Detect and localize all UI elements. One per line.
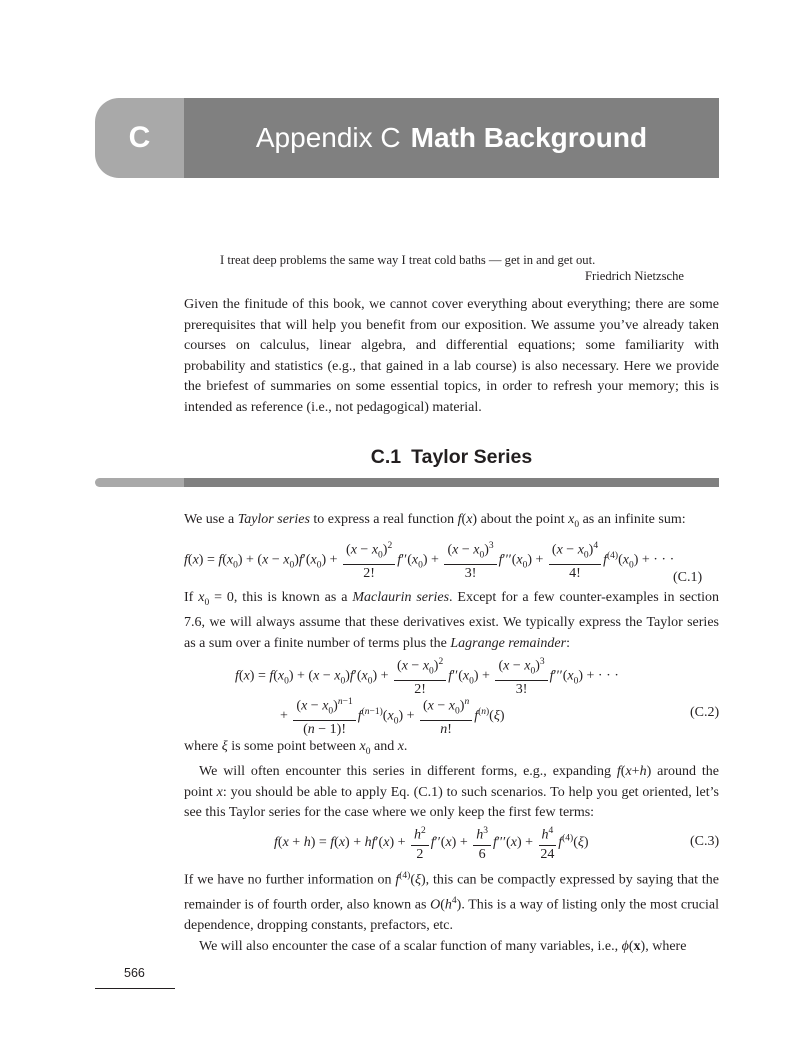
epigraph-author: Friedrich Nietzsche	[585, 269, 684, 283]
epigraph	[220, 252, 684, 284]
epigraph-quote: I treat deep problems the same way I treat cold baths — get in and get out.	[220, 253, 596, 267]
section-rule-tab	[95, 478, 184, 487]
page-number: 566	[124, 966, 145, 980]
chapter-title	[184, 98, 719, 178]
section-title: Taylor Series	[411, 446, 533, 468]
chapter-letter: C	[128, 121, 151, 154]
equation-label-c2: (C.2)	[690, 705, 720, 720]
intro-paragraph: Given the finitude of this book, we cannot cover everything about everything; there are some prerequisites that will help you benefit from our exposition. We assume you’ve already taken courses on calculus, linear algebra, and differential equations; some familiarity with probability and statistics (e.g., that gained in a lab course) is also necessary. Here we provide the briefest of summaries on some essential topics, in order to refresh your memory; this is intended as reference (i.e., not pedagogical) material.	[184, 297, 719, 415]
section-rule	[184, 478, 719, 487]
chapter-prefix: Appendix C	[255, 122, 401, 153]
paragraph-taylor-intro: We use a Taylor series to express a real function f(x) about the point $x_0$ as an infinite sum:	[184, 512, 686, 530]
equation-label-c1: (C.1)	[673, 570, 703, 585]
section-heading	[184, 446, 719, 469]
section-number: C.1	[370, 446, 402, 468]
equation-c2-line2: + $\frac{(x - x_0)^{n-1}}{(n - 1)!}$ $f^{(n-1)}(x_0)$ + $\frac{(x - x_0)^n}{n!}$ $f^{(n)}(\xi)$	[280, 693, 505, 739]
equation-c2-line1: $f(x) = f(x_0) + (x - x_0)f'(x_0)$ + $\frac{(x - x_0)^2}{2!}$ $f''(x_0)$ + $\frac{(x - x_0)^3}{3!}$ $f'''(x_0)$ + · · ·	[235, 653, 619, 699]
equation-c3: f(x + h) = f(x) + hf′(x) + $\frac{h^2}{2}$ f′′(x) + $\frac{h^3}{6}$ f′′′(x) + $\frac{h^4}{24}$ $f^{(4)}(\xi)$	[274, 822, 589, 864]
footer-rule	[95, 988, 175, 989]
paragraph-maclaurin: If $x_0 = 0$, this is known as a Maclaurin series. Except for a few counter-examples in section 7.6, we will always assume that these derivatives exist. We typically express the Taylor series as a sum over a finite number of terms plus the Lagrange remainder:	[184, 590, 720, 651]
paragraph-remainder: If we have no further information on $f^{(4)}(\xi)$, this can be compactly expressed by saying that the remainder is of fourth order, also known as $O(h^4)$. This is a way of listing only the most crucial dependence, dropping constants, prefactors, etc. We will also encounter the case of a scalar function of many variables, i.e., ϕ(x), where	[184, 871, 719, 954]
chapter-title-text: Math Background	[410, 122, 648, 153]
equation-label-c3: (C.3)	[690, 834, 720, 849]
paragraph-where-xi: where ξ is some point between $x_0$ and x. We will often encounter this series in different forms, e.g., expanding f(x+h) around the point x: you should be able to apply Eq. (C.1) to such scenarios. To help you get oriented, let’s see this Taylor series for the case where we only keep the first few terms:	[184, 739, 719, 821]
equation-c1: $f(x) = f(x_0) + (x - x_0)f'(x_0)$ + $\frac{(x - x_0)^2}{2!}$ $f''(x_0)$ + $\frac{(x - x_0)^3}{3!}$ $f'''(x_0)$ + $\frac{(x - x_0)^4}{4!}$ $f^{(4)}(x_0)$ + · · ·	[184, 537, 674, 583]
